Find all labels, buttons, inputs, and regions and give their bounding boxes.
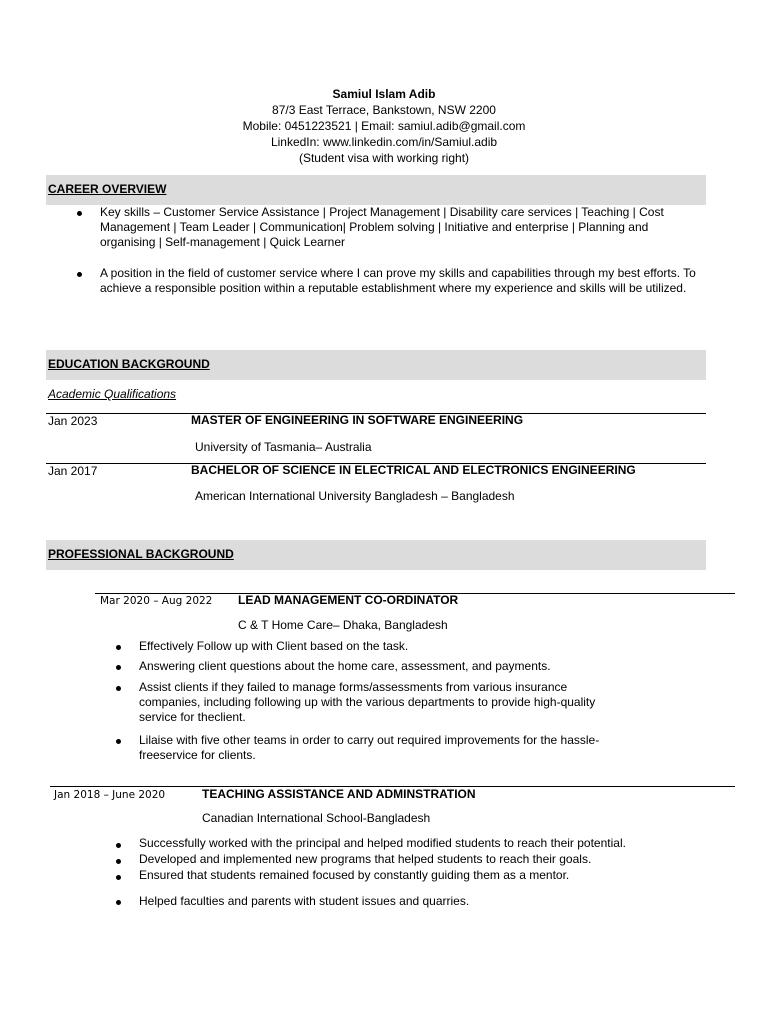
bullet-icon — [116, 665, 121, 670]
job-date: Jan 2018 – June 2020 — [54, 789, 166, 801]
education-degree: MASTER OF ENGINEERING IN SOFTWARE ENGINEERING — [191, 413, 524, 427]
job-bullet: Lilaise with five other teams in order to carry out required improvements for the hassle-freeservice for clients. — [139, 733, 600, 762]
bullet-icon — [116, 739, 121, 744]
job-bullet: Ensured that students remained focused by constantly guiding them as a mentor. — [139, 868, 570, 882]
contact-line: Mobile: 0451223521 | Email: samiul.adib@gmail.com — [242, 119, 526, 133]
education-date: Jan 2023 — [48, 414, 98, 428]
career-overview-title: CAREER OVERVIEW — [48, 182, 167, 196]
education-institution: University of Tasmania– Australia — [195, 440, 372, 454]
education-title: EDUCATION BACKGROUND — [48, 357, 210, 371]
professional-section — [46, 540, 706, 570]
career-bullet: A position in the field of customer service where I can prove my skills and capabilities through my best efforts. To achieve a responsible position within a reputable establishment where my experience and skills will be utilized. — [100, 266, 696, 295]
professional-title: PROFESSIONAL BACKGROUND — [48, 547, 234, 561]
job-bullet: Developed and implemented new programs that helped students to reach their goals. — [139, 852, 592, 866]
education-degree: BACHELOR OF SCIENCE IN ELECTRICAL AND ELECTRONICS ENGINEERING — [191, 463, 636, 477]
job-company: Canadian International School-Bangladesh — [202, 811, 431, 825]
bullet-icon — [116, 900, 121, 905]
job-company: C & T Home Care– Dhaka, Bangladesh — [238, 618, 448, 632]
bullet-icon — [116, 843, 121, 848]
bullet-icon — [116, 686, 121, 691]
career-overview-section — [46, 175, 706, 205]
academic-qualifications-heading: Academic Qualifications — [48, 387, 177, 401]
bullet-icon — [77, 272, 82, 277]
job-role: LEAD MANAGEMENT CO-ORDINATOR — [238, 593, 459, 607]
applicant-name: Samiul Islam Adib — [332, 87, 436, 101]
job-bullet: Effectively Follow up with Client based on the task. — [139, 639, 409, 653]
job-bullet: Answering client questions about the home care, assessment, and payments. — [139, 659, 551, 673]
career-bullet: Key skills – Customer Service Assistance | Project Management | Disability care services | Teaching | Cost Management | Team Leader | Communication| Problem solving | Initiative and enterprise | Planning and organising | Self-management | Quick Learner — [100, 205, 664, 249]
linkedin-line: LinkedIn: www.linkedin.com/in/Samiul.adib — [270, 135, 498, 149]
job-bullet: Successfully worked with the principal and helped modified students to reach their potential. — [139, 836, 626, 850]
bullet-icon — [116, 645, 121, 650]
job-bullet: Assist clients if they failed to manage forms/assessments from various insurance companies, including following up with the various departments to provide high-quality service for theclient. — [139, 680, 596, 724]
job-role: TEACHING ASSISTANCE AND ADMINSTRATION — [202, 787, 476, 801]
job-bullet: Helped faculties and parents with student issues and quarries. — [139, 894, 470, 908]
education-institution: American International University Bangladesh – Bangladesh — [195, 489, 515, 503]
visa-status: (Student visa with working right) — [298, 151, 470, 165]
address: 87/3 East Terrace, Bankstown, NSW 2200 — [272, 103, 496, 117]
bullet-icon — [116, 875, 121, 880]
education-date: Jan 2017 — [48, 464, 98, 478]
job-date: Mar 2020 – Aug 2022 — [100, 595, 213, 607]
bullet-icon — [77, 211, 82, 216]
bullet-icon — [116, 859, 121, 864]
education-section — [46, 350, 706, 380]
